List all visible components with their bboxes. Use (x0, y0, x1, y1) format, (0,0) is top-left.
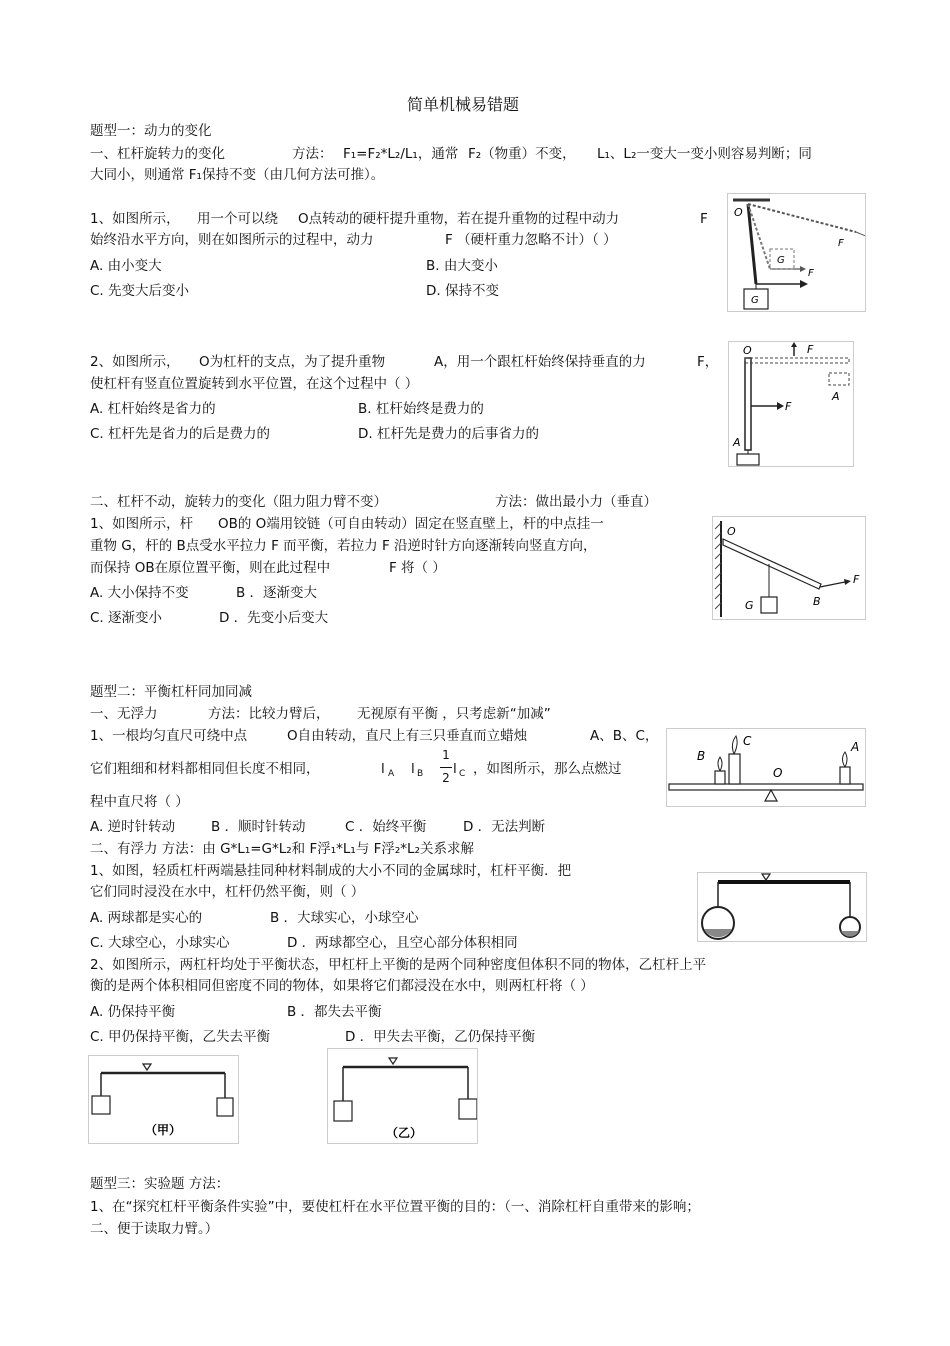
box-right (459, 1099, 477, 1119)
label-f2: F (838, 238, 844, 249)
weight-box-dashed (829, 373, 849, 385)
figure-2-svg (729, 342, 853, 466)
q1-1-option-b: B. 由大变小 (426, 258, 498, 274)
figure-5-svg (698, 873, 866, 941)
figure-7-svg (328, 1049, 477, 1143)
box-left (334, 1101, 352, 1121)
q1-2-option-b: B. 杠杆始终是费力的 (358, 401, 484, 417)
figure-rod-hinged-wall (712, 516, 866, 620)
force-arrow (820, 582, 845, 587)
method-1e: L₁、L₂一变大一变小则容易判断；同 (597, 146, 812, 162)
rod-vertical (745, 358, 751, 450)
q2-1-lA: l (381, 761, 385, 777)
box-right (217, 1098, 233, 1116)
q1-3-line1a: 1、如图所示，杆 (90, 516, 194, 532)
q1-2-line1c: A，用一个跟杠杆始终保持垂直的力 (434, 354, 646, 370)
label-a2: A (733, 436, 741, 449)
q1-1-option-c: C. 先变大后变小 (90, 283, 190, 299)
label-o: O (734, 206, 743, 219)
method-2b: 方法：做出最小力（垂直） (495, 494, 657, 510)
page-title: 简单机械易错题 (407, 95, 520, 114)
method-2a: 二、杠杆不动，旋转力的变化（阻力阻力臂不变） (90, 494, 387, 510)
pivot (765, 790, 777, 801)
method-s2-1a: 一、无浮力 (90, 706, 158, 722)
q1-2-option-d: D. 杠杆先是费力的后事省力的 (358, 426, 539, 442)
figure-lever-yi (327, 1048, 478, 1144)
q2-1-sB: B (417, 769, 424, 779)
q2-3-option-a: A. 仍保持平衡 (90, 1004, 176, 1020)
figure-ruler-candles (666, 728, 866, 807)
method-1-line2: 大同小，则通常 F₁保持不变（由几何方法可推）。 (90, 167, 385, 183)
arrowhead-1 (800, 280, 808, 288)
flame-b (718, 757, 722, 771)
q2-1-frac-bar (440, 767, 452, 768)
q2-1-line1a: 1、一根均匀直尺可绕中点 (90, 728, 248, 744)
figure-lever-metal-balls (697, 872, 867, 942)
q2-1-line1c: A、B、C， (590, 728, 659, 744)
arrowhead-right (777, 402, 784, 410)
q1-2-line1d: F， (697, 354, 719, 370)
q2-1-frac-num: 1 (442, 748, 450, 762)
q2-1-lB: l (411, 761, 415, 777)
arrowhead (844, 579, 851, 585)
q3-1-line1: 1、在“探究杠杆平衡条件实验”中，要使杠杆在水平位置平衡的目的：（一、消除杠杆自重带来的影响； (90, 1199, 700, 1215)
figure-1-svg (728, 194, 865, 311)
label-g: G (745, 599, 754, 612)
section-1-heading: 题型一：动力的变化 (90, 123, 212, 139)
label-a: A (851, 740, 860, 754)
q2-1-sC: C (459, 769, 466, 779)
method-1b: 方法： (292, 146, 333, 162)
figure-3-svg (713, 517, 865, 619)
rod-raised (748, 204, 856, 232)
method-s2-1b: 方法：比较力臂后， (208, 706, 330, 722)
q1-3-option-c: C. 逐渐变小 (90, 610, 163, 626)
method-s2-2: 二、有浮力 方法：由 G*L₁=G*L₂和 F浮₁*L₁与 F浮₂*L₂关系求解 (90, 841, 474, 857)
q2-3-option-c: C. 甲仍保持平衡，乙失去平衡 (90, 1029, 271, 1045)
q2-3-option-d: D ．甲失去平衡，乙仍保持平衡 (345, 1029, 536, 1045)
q1-3-line3b: F 将（ ） (389, 560, 446, 576)
q1-1-line2b: F （硬杆重力忽略不计）（ ） (445, 232, 617, 248)
q2-1-line2b: ，如图所示，那么点燃过 (473, 761, 622, 777)
section-2-heading: 题型二：平衡杠杆同加同减 (90, 684, 252, 700)
q2-2-option-a: A. 两球都是实心的 (90, 910, 203, 926)
method-1a: 一、杠杆旋转力的变化 (90, 146, 225, 162)
q2-2-line2: 它们同时浸没在水中，杠杆仍然平衡，则（ ） (90, 884, 365, 900)
q1-3-line3a: 而保持 OB在原位置平衡，则在此过程中 (90, 560, 331, 576)
label-f1: F (807, 343, 814, 356)
label-o: O (727, 525, 736, 538)
q1-1-line1c: O点转动的硬杆提升重物，若在提升重物的过程中动力 (298, 211, 620, 227)
q2-1-option-b: B ．顺时针转动 (211, 819, 306, 835)
rod-horizontal-dashed (745, 358, 849, 363)
candle-a (840, 767, 850, 784)
weight-box (737, 454, 759, 465)
q2-2-option-d: D ．两球都空心，且空心部分体积相同 (287, 935, 518, 951)
arrowhead-2 (800, 266, 806, 272)
pivot (389, 1058, 397, 1064)
q2-3-line1: 2、如图所示，两杠杆均处于平衡状态，甲杠杆上平衡的是两个同种密度但体积不同的物体，乙杠杆上平 (90, 957, 707, 973)
q1-1-line1b: 用一个可以绕 (197, 211, 278, 227)
label-g2: G (777, 255, 785, 266)
q2-3-option-b: B ．都失去平衡 (287, 1004, 382, 1020)
box-left (92, 1096, 110, 1114)
label-yi: （乙） (386, 1126, 423, 1140)
rod-ob (723, 539, 821, 589)
q1-3-option-d: D ．先变小后变大 (219, 610, 329, 626)
q2-1-option-d: D ．无法判断 (463, 819, 546, 835)
q1-3-line2: 重物 G，杆的 B点受水平拉力 F 而平衡，若拉力 F 沿逆时针方向逐渐转向竖直方向， (90, 538, 597, 554)
label-jia: （甲） (145, 1123, 182, 1137)
q2-2-line1: 1、如图，轻质杠杆两端悬挂同种材料制成的大小不同的金属球时，杠杆平衡．把 (90, 863, 572, 879)
method-1c: F₁=F₂*L₂/L₁，通常 (343, 146, 459, 162)
q2-1-line3: 程中直尺将（ ） (90, 794, 189, 810)
q2-1-lC: l (453, 761, 457, 777)
label-f1: F (808, 268, 814, 279)
flame-a (843, 752, 848, 767)
q1-3-option-a: A. 大小保持不变 (90, 585, 189, 601)
q1-2-option-a: A. 杠杆始终是省力的 (90, 401, 216, 417)
pivot (143, 1064, 151, 1070)
arrowhead-up (791, 342, 797, 347)
q1-1-line2a: 始终沿水平方向，则在如图所示的过程中，动力 (90, 232, 374, 248)
q1-2-line1b: O为杠杆的支点，为了提升重物 (199, 354, 386, 370)
q1-1-line1a: 1、如图所示， (90, 211, 180, 227)
q3-1-line2: 二、便于读取力臂。） (90, 1221, 219, 1237)
section-3-heading: 题型三：实验题 方法： (90, 1176, 230, 1192)
figure-lever-jia (88, 1055, 239, 1144)
label-b: B (697, 749, 706, 763)
q2-1-line2a: 它们粗细和材料都相同但长度不相同， (90, 761, 320, 777)
q2-2-option-b: B ．大球实心，小球空心 (270, 910, 419, 926)
q1-3-line1b: OB的 O端用铰链（可自由转动）固定在竖直壁上，杆的中点挂一 (218, 516, 604, 532)
method-s2-1c: 无视原有平衡 ，只考虑新“加减” (357, 706, 551, 722)
label-g1: G (751, 295, 759, 306)
pivot (762, 874, 770, 880)
candle-b (715, 771, 725, 784)
q1-3-option-b: B ．逐渐变大 (236, 585, 318, 601)
figure-lever-perpendicular-force (728, 341, 854, 467)
q2-1-option-a: A. 逆时针转动 (90, 819, 176, 835)
q1-1-line1d: F (700, 211, 708, 227)
label-o: O (773, 766, 783, 780)
q1-1-option-d: D. 保持不变 (426, 283, 499, 299)
q1-1-option-a: A. 由小变大 (90, 258, 162, 274)
label-a1: A (832, 390, 840, 403)
force-arrow-3 (856, 232, 865, 237)
q1-2-line1a: 2、如图所示， (90, 354, 180, 370)
weight-box (761, 597, 777, 613)
label-f2: F (785, 400, 792, 413)
figure-4-svg (667, 729, 865, 806)
ruler (669, 784, 863, 790)
label-o: O (743, 344, 752, 357)
q1-2-line2: 使杠杆有竖直位置旋转到水平位置，在这个过程中（ ） (90, 376, 419, 392)
candle-c (729, 754, 740, 784)
flame-c (732, 736, 737, 754)
method-1d: F₂（物重）不变， (468, 146, 576, 162)
label-f: F (853, 573, 860, 586)
q2-1-option-c: C ．始终平衡 (345, 819, 427, 835)
figure-6-svg (89, 1056, 238, 1143)
q2-2-option-c: C. 大球空心，小球实心 (90, 935, 230, 951)
q1-2-option-c: C. 杠杆先是省力的后是费力的 (90, 426, 271, 442)
q2-1-line1b: O自由转动，直尺上有三只垂直而立蜡烛 (287, 728, 528, 744)
q2-1-frac-den: 2 (442, 771, 450, 785)
label-c: C (743, 734, 752, 748)
q2-1-sA: A (388, 769, 395, 779)
figure-lever-horizontal-force (727, 193, 866, 312)
label-b: B (813, 595, 821, 608)
q2-3-line2: 衡的是两个体积相同但密度不同的物体，如果将它们都浸没在水中，则两杠杆将（ ） (90, 978, 594, 994)
